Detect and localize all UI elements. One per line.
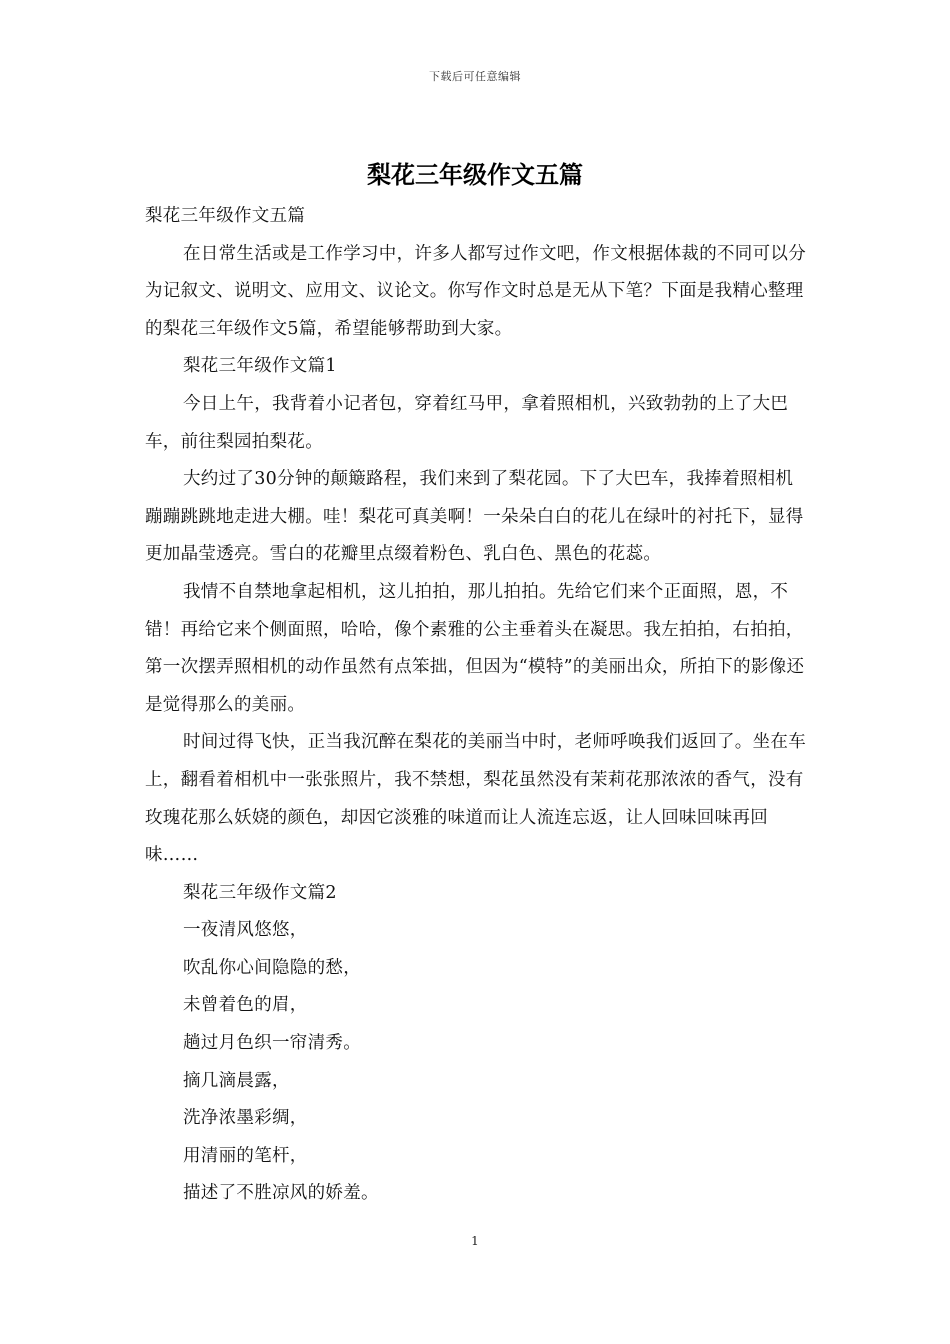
section-heading-1: 梨花三年级作文篇1	[183, 356, 337, 377]
poem-line: 未曾着色的眉，	[183, 995, 308, 1016]
document-title: 梨花三年级作文五篇	[367, 160, 583, 189]
poem-line: 摘几滴晨露，	[183, 1070, 290, 1091]
section-heading-2: 梨花三年级作文篇2	[183, 882, 337, 903]
poem-line: 描述了不胜凉风的娇羞。	[183, 1183, 379, 1204]
document-body	[145, 198, 807, 1213]
document-subtitle: 梨花三年级作文五篇	[145, 206, 306, 226]
poem-line: 用清丽的笔杆，	[183, 1145, 308, 1166]
page-number: 1	[471, 1234, 479, 1248]
paragraph: 大约过了30分钟的颠簸路程，我们来到了梨花园。下了大巴车，我捧着照相机蹦蹦跳跳地走进大棚。哇！梨花可真美啊！一朵朵白白的花儿在绿叶的衬托下，显得更加晶莹透亮。雪白的花瓣里点缀着粉色、乳白色、黑色的花蕊。	[145, 469, 804, 565]
poem-line: 吹乱你心间隐隐的愁，	[183, 957, 361, 978]
poem-line: 一夜清风悠悠，	[183, 920, 308, 941]
poem-line: 洗净浓墨彩绸，	[183, 1108, 308, 1129]
poem-line: 趟过月色织一帘清秀。	[183, 1033, 361, 1054]
paragraph: 我情不自禁地拿起相机，这儿拍拍，那儿拍拍。先给它们来个正面照，恩，不错！再给它来个侧面照，哈哈，像个素雅的公主垂着头在凝思。我左拍拍，右拍拍，第一次摆弄照相机的动作虽然有点笨拙，但因为“模特”的美丽出众，所拍下的影像还是觉得那么的美丽。	[145, 581, 805, 715]
paragraph: 今日上午，我背着小记者包，穿着红马甲，拿着照相机，兴致勃勃的上了大巴车，前往梨园拍梨花。	[145, 393, 789, 452]
intro-paragraph: 在日常生活或是工作学习中，许多人都写过作文吧，作文根据体裁的不同可以分为记叙文、说明文、应用文、议论文。你写作文时总是无从下笔？下面是我精心整理的梨花三年级作文5篇，希望能够帮助到大家。	[145, 243, 806, 339]
header-note: 下载后可任意编辑	[429, 70, 521, 83]
paragraph: 时间过得飞快，正当我沉醉在梨花的美丽当中时，老师呼唤我们返回了。坐在车上，翻看着相机中一张张照片，我不禁想，梨花虽然没有茉莉花那浓浓的香气，没有玫瑰花那么妖娆的颜色，却因它淡雅的味道而让人流连忘返，让人回味回味再回味……	[145, 732, 806, 866]
